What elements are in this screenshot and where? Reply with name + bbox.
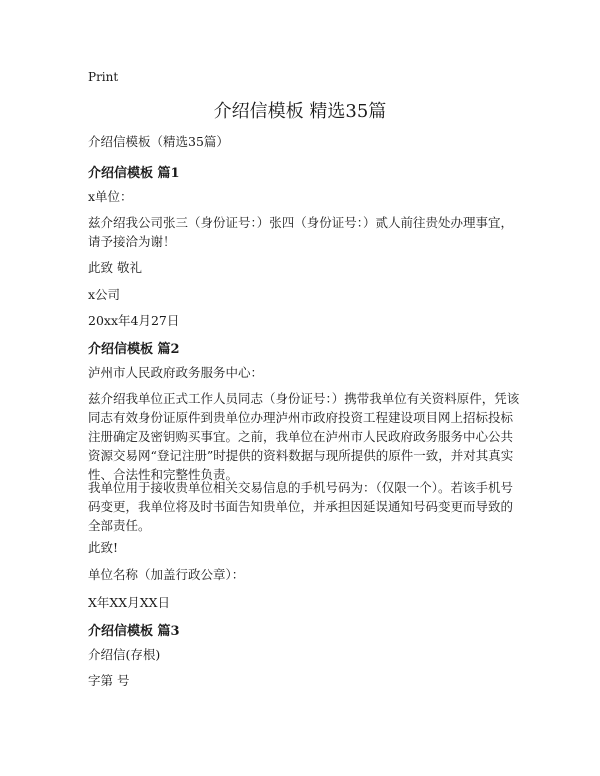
section3-line-1: 介绍信(存根) — [88, 647, 161, 662]
section1-recipient: x单位： — [88, 189, 133, 204]
section1-heading: 介绍信模板 篇1 — [88, 166, 180, 181]
section3-line-2: 字第 号 — [88, 673, 130, 688]
section1-body: 兹介绍我公司张三（身份证号：）张四（身份证号：）贰人前往贵处办理事宜，请予接洽为谢！ — [88, 215, 514, 249]
section1-company: x公司 — [88, 287, 121, 302]
section2-date: X年XX月XX日 — [88, 595, 170, 610]
section2-recipient: 泸州市人民政府政务服务中心： — [88, 365, 264, 380]
section2-body-1: 兹介绍我单位正式工作人员同志（身份证号：）携带我单位有关资料原件，凭该同志有效身份证原件到贵单位办理泸州市政府投资工程建设项目网上招标投标注册确定及密钥购买事宜。之前，我单位在泸州市人民政府政务服务中心公共资源交易网“登记注册”时提供的资料数据与现所提供的原件一致，并对其真实性、合法性和完整性负责。 — [88, 391, 520, 482]
section2-body-2: 我单位用于接收贵单位相关交易信息的手机号码为：（仅限一个）。若该手机号码变更，我单位将及时书面告知贵单位，并承担因延误通知号码变更而导致的全部责任。 — [88, 480, 514, 533]
print-label: Print — [88, 70, 119, 84]
section2-closing: 此致! — [88, 540, 119, 555]
section3-heading: 介绍信模板 篇3 — [88, 624, 180, 639]
section2-heading: 介绍信模板 篇2 — [88, 342, 180, 357]
section1-date: 20xx年4月27日 — [88, 313, 180, 328]
section1-closing: 此致 敬礼 — [88, 260, 142, 275]
page-title: 介绍信模板 精选35篇 — [213, 101, 387, 122]
section2-unit-name: 单位名称（加盖行政公章）： — [88, 567, 245, 582]
subtitle: 介绍信模板（精选35篇） — [88, 134, 229, 149]
